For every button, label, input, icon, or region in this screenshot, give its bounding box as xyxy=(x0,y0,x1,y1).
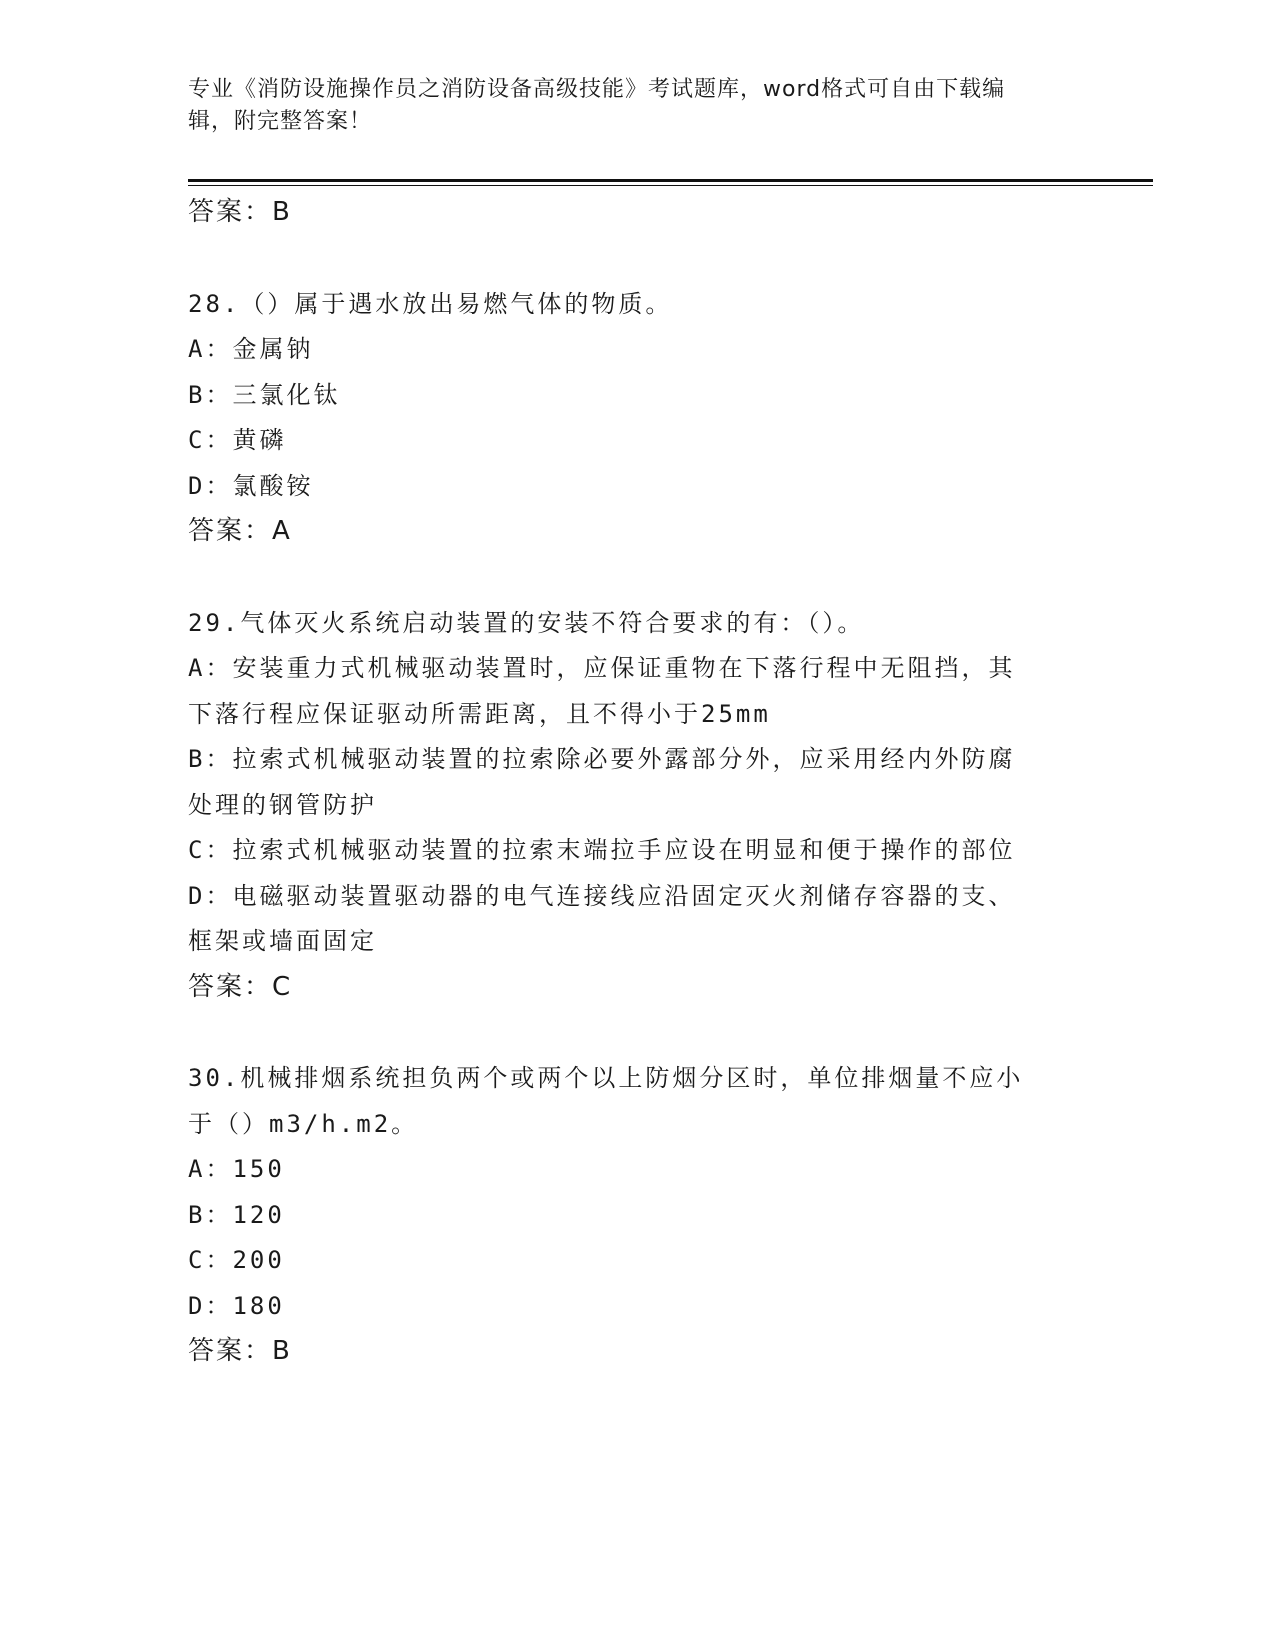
option-b-continued: 处理的钢管防护 xyxy=(188,790,377,819)
answer: 答案：A xyxy=(188,516,292,546)
option-b: B：拉索式机械驱动装置的拉索除必要外露部分外，应采用经内外防腐 xyxy=(188,745,1016,773)
spacer xyxy=(188,1010,1088,1056)
question-30 xyxy=(188,1056,1088,1375)
question-stem-continued: 于（）m3/h.m2。 xyxy=(188,1109,419,1138)
option-c: C：黄磷 xyxy=(188,426,287,454)
spacer xyxy=(188,236,1088,282)
option-b: B：三氯化钛 xyxy=(188,380,341,409)
header-rule-thick xyxy=(188,179,1153,182)
answer: 答案：B xyxy=(188,1336,292,1366)
question-content xyxy=(188,190,1088,1375)
option-d: D：电磁驱动装置驱动器的电气连接线应沿固定灭火剂储存容器的支、 xyxy=(188,881,1016,910)
question-stem: 30.机械排烟系统担负两个或两个以上防烟分区时，单位排烟量不应小 xyxy=(188,1064,1024,1092)
spacer xyxy=(188,555,1088,601)
option-c: C：200 xyxy=(188,1246,285,1274)
question-29 xyxy=(188,601,1088,1011)
option-a: A：150 xyxy=(188,1155,285,1183)
option-a-continued: 下落行程应保证驱动所需距离，且不得小于25mm xyxy=(188,699,771,728)
answer: 答案：C xyxy=(188,971,293,1002)
header-rule-thin xyxy=(188,185,1153,186)
page-header xyxy=(188,74,1068,138)
question-28 xyxy=(188,282,1088,555)
previous-answer: 答案：B xyxy=(188,197,292,227)
question-stem: 29.气体灭火系统启动装置的安装不符合要求的有：（）。 xyxy=(188,608,865,637)
header-line-2: 辑，附完整答案！ xyxy=(188,109,373,134)
option-d-continued: 框架或墙面固定 xyxy=(188,927,377,955)
header-line-1: 专业《消防设施操作员之消防设备高级技能》考试题库，word格式可自由下载编 xyxy=(188,77,1006,102)
option-d: D：氯酸铵 xyxy=(188,471,314,500)
option-b: B：120 xyxy=(188,1200,285,1229)
option-c: C：拉索式机械驱动装置的拉索末端拉手应设在明显和便于操作的部位 xyxy=(188,836,1016,864)
option-a: A：金属钠 xyxy=(188,335,314,363)
option-d: D：180 xyxy=(188,1291,285,1320)
question-stem: 28.（）属于遇水放出易燃气体的物质。 xyxy=(188,289,673,318)
option-a: A：安装重力式机械驱动装置时，应保证重物在下落行程中无阻挡，其 xyxy=(188,654,1016,682)
